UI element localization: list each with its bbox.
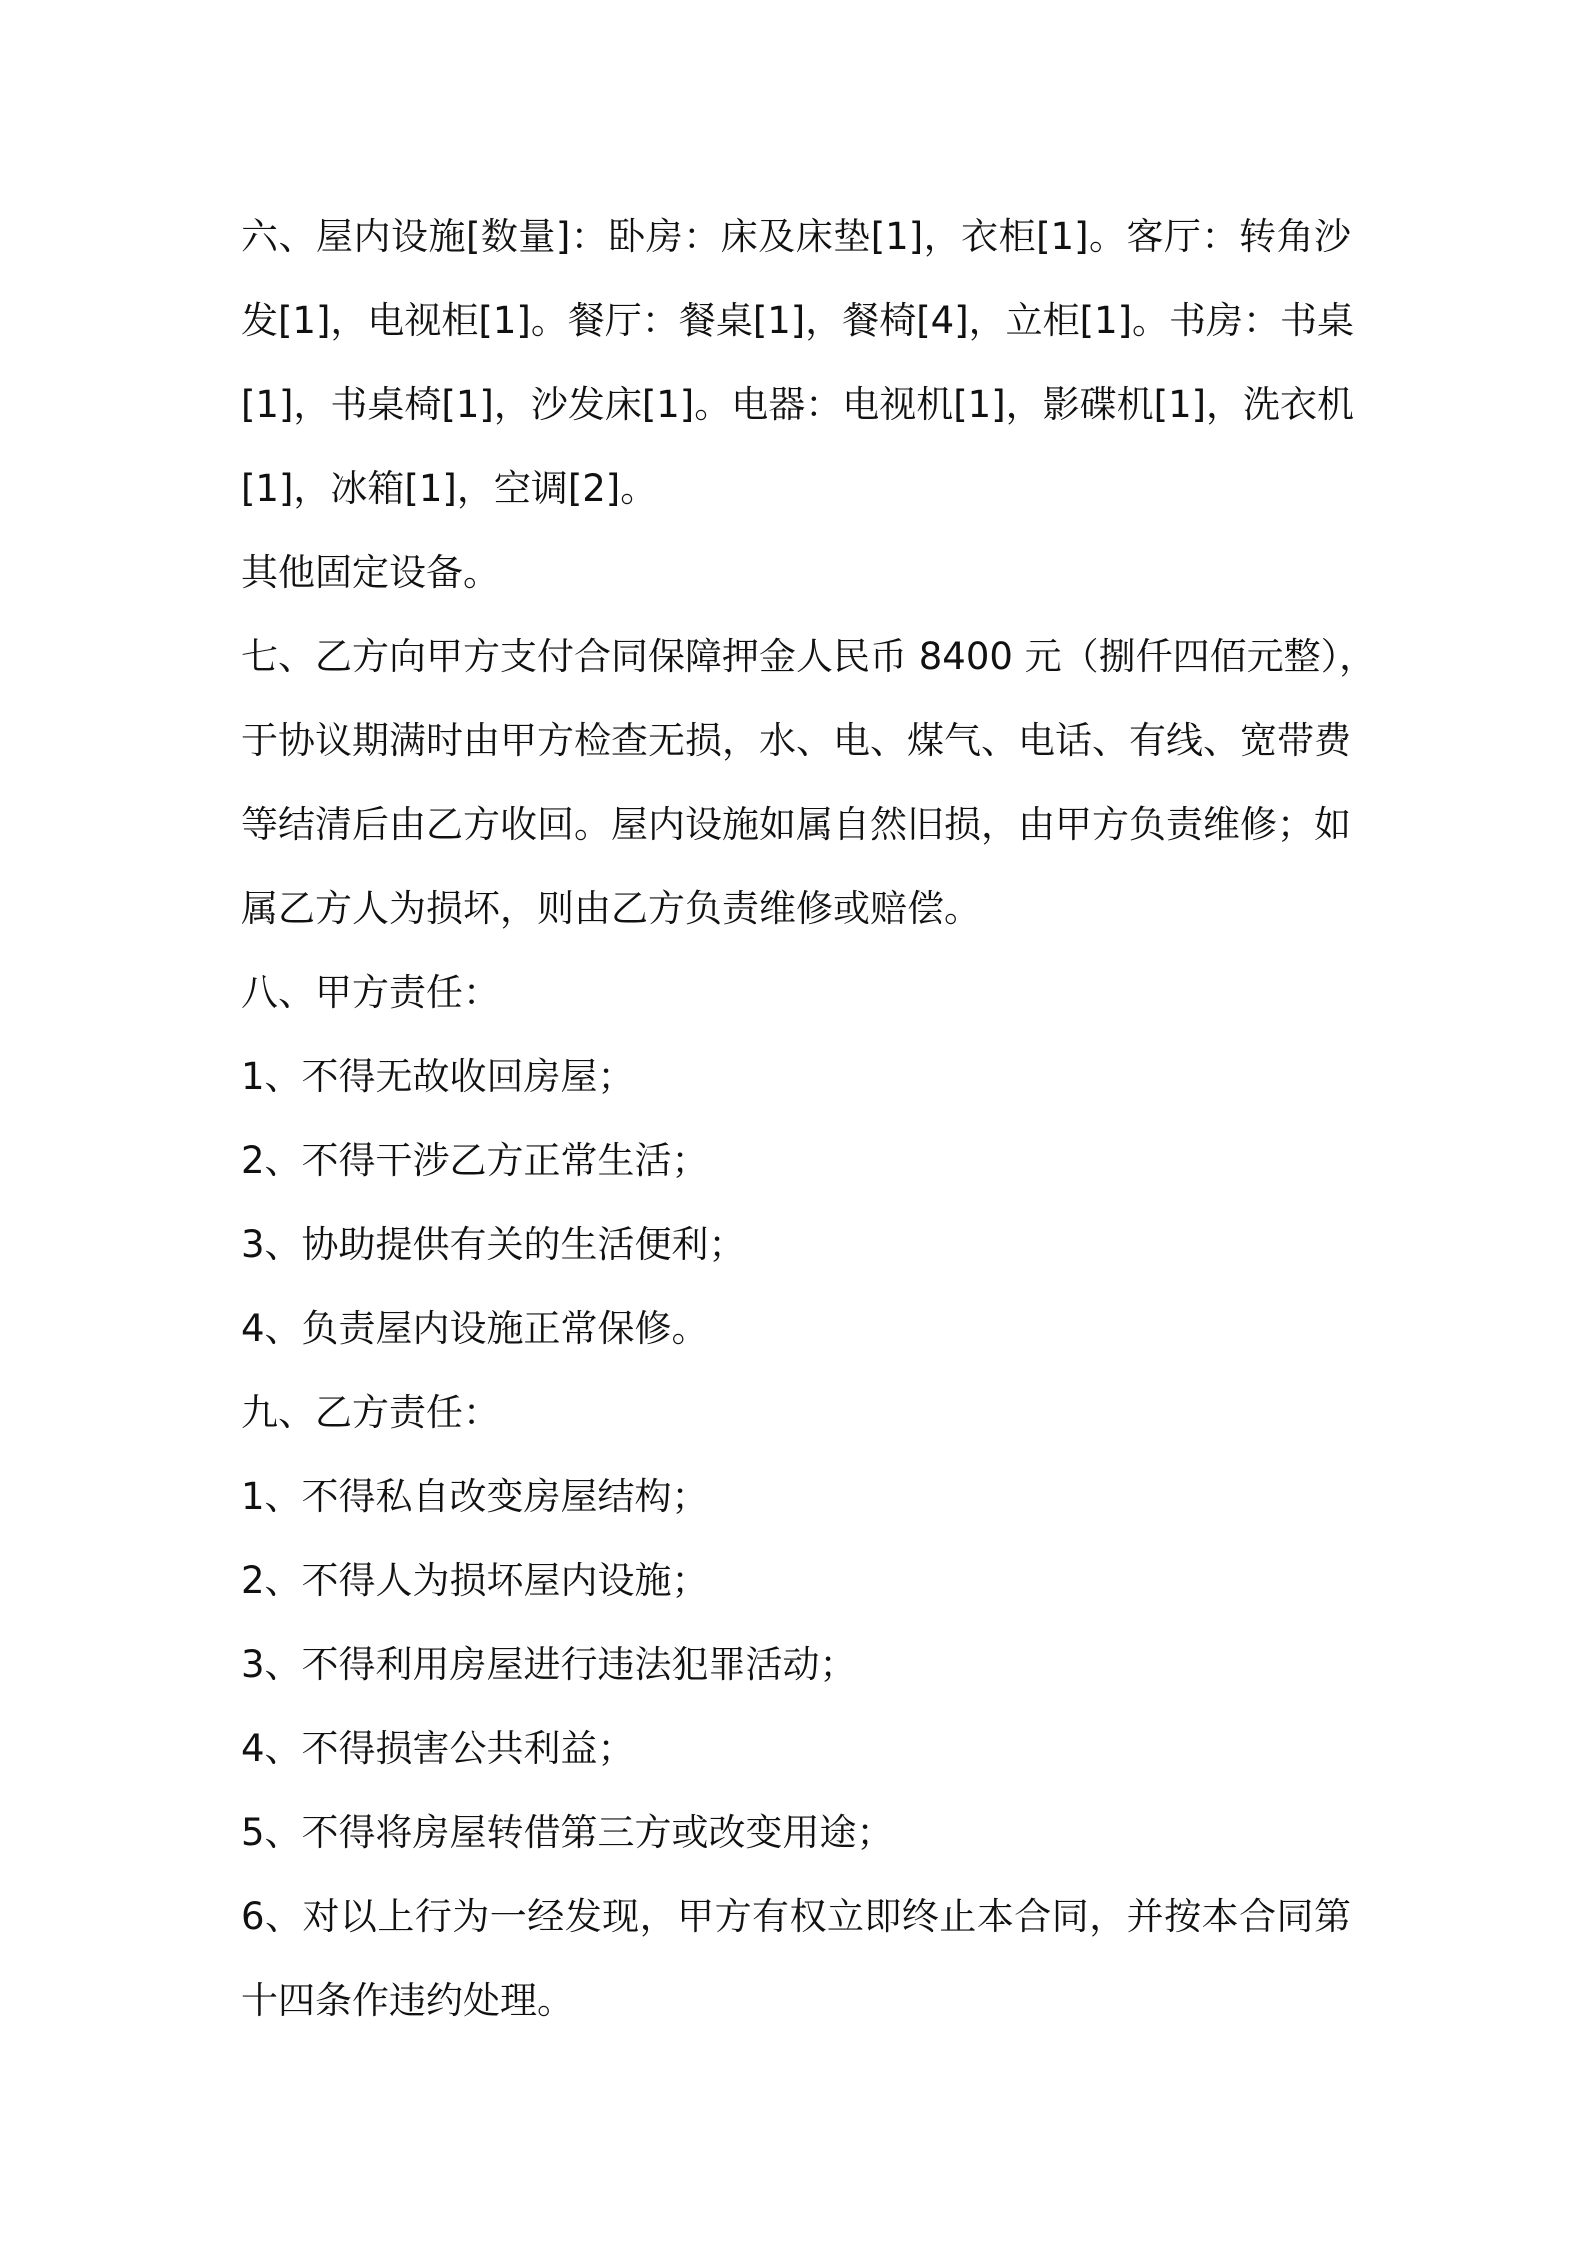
list-item: 6、对以上行为一经发现，甲方有权立即终止本合同，并按本合同第 bbox=[241, 1895, 1351, 1938]
list-item: 2、不得人为损坏屋内设施； bbox=[241, 1559, 709, 1602]
text-line: 属乙方人为损坏，则由乙方负责维修或赔偿。 bbox=[241, 887, 981, 930]
text-line: 六、屋内设施[数量]：卧房：床及床垫[1]，衣柜[1]。客厅：转角沙 bbox=[241, 215, 1351, 258]
list-item: 3、不得利用房屋进行违法犯罪活动； bbox=[241, 1643, 857, 1686]
text-line: 发[1]，电视柜[1]。餐厅：餐桌[1]，餐椅[4]，立柜[1]。书房：书桌 bbox=[241, 299, 1355, 342]
text-line: 七、乙方向甲方支付合同保障押金人民币 8400 元（捌仟四佰元整）， bbox=[241, 635, 1377, 678]
section-heading: 八、甲方责任： bbox=[241, 971, 500, 1014]
text-line: 等结清后由乙方收回。屋内设施如属自然旧损，由甲方负责维修；如 bbox=[241, 803, 1351, 846]
list-item: 2、不得干涉乙方正常生活； bbox=[241, 1139, 709, 1182]
list-item: 1、不得无故收回房屋； bbox=[241, 1055, 635, 1098]
text-line: 于协议期满时由甲方检查无损，水、电、煤气、电话、有线、宽带费 bbox=[241, 719, 1351, 762]
list-item: 5、不得将房屋转借第三方或改变用途； bbox=[241, 1811, 894, 1854]
list-item: 3、协助提供有关的生活便利； bbox=[241, 1223, 746, 1266]
text-line: [1]，冰箱[1]，空调[2]。 bbox=[241, 467, 658, 510]
text-line: 其他固定设备。 bbox=[241, 551, 500, 594]
list-item: 1、不得私自改变房屋结构； bbox=[241, 1475, 709, 1518]
document-body bbox=[241, 195, 1377, 2043]
list-item: 4、不得损害公共利益； bbox=[241, 1727, 635, 1770]
section-heading: 九、乙方责任： bbox=[241, 1391, 500, 1434]
text-line: [1]，书桌椅[1]，沙发床[1]。电器：电视机[1]，影碟机[1]，洗衣机 bbox=[241, 383, 1355, 426]
list-item: 4、负责屋内设施正常保修。 bbox=[241, 1307, 709, 1350]
text-line: 十四条作违约处理。 bbox=[241, 1979, 574, 2022]
